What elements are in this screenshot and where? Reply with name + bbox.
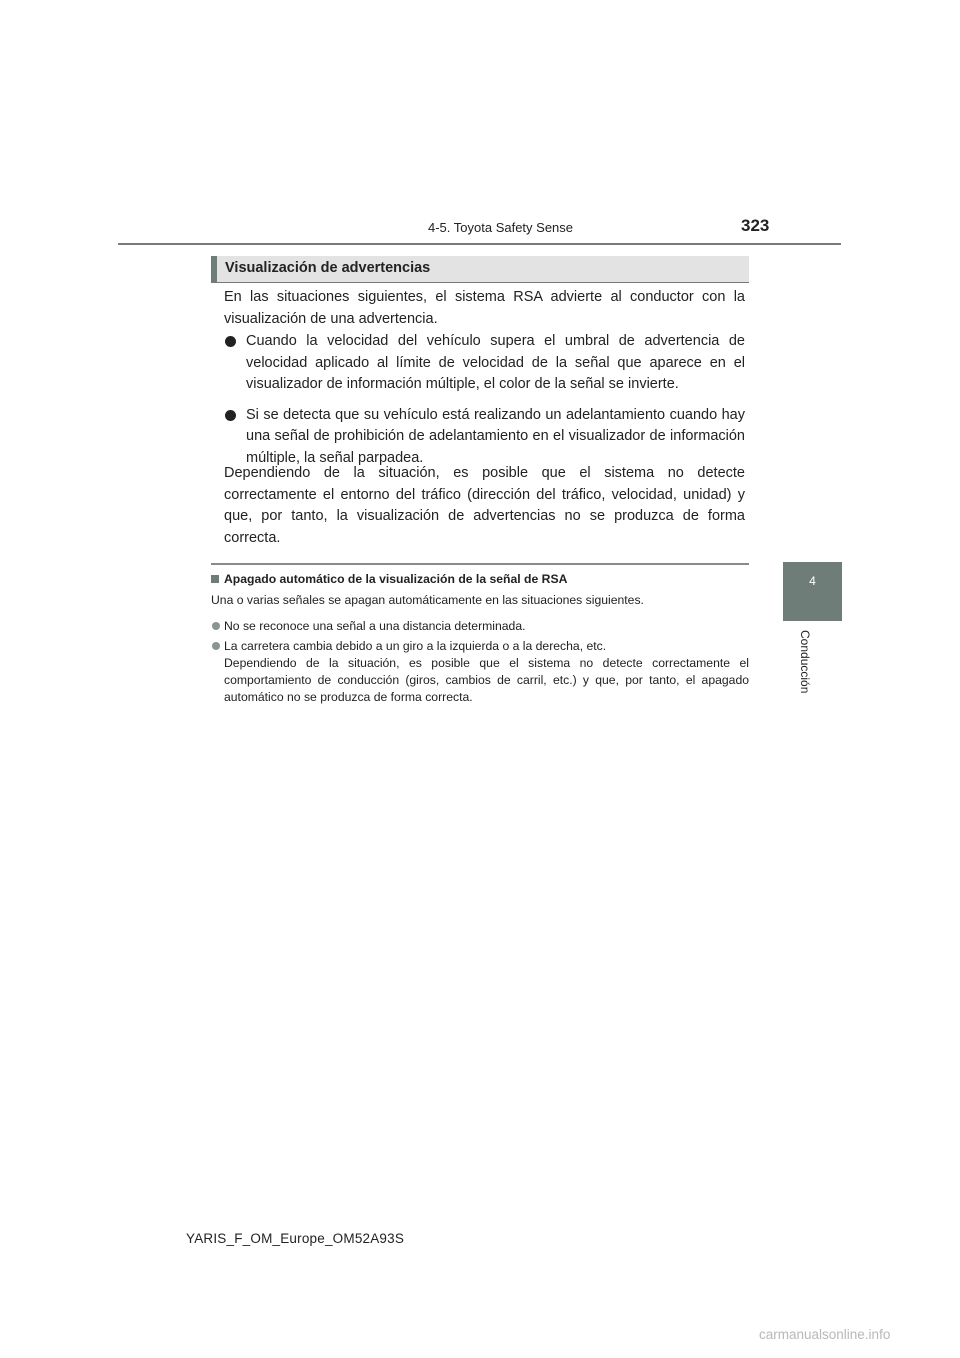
section-header: 4-5. Toyota Safety Sense [428,220,574,235]
chapter-number: 4 [809,574,816,588]
list-item-text: Si se detecta que su vehículo está realizando un adelantamiento cuando hay una señal de prohibición de adelantamiento en el visualizador de información múltiple, la señal parpadea. [246,406,745,466]
warning-bullet-list [224,331,745,478]
section-divider [211,563,749,565]
title-marker [211,256,217,282]
list-item-text: No se reconoce una señal a una distancia determinada. [224,619,526,633]
bullet-dot-icon [225,410,236,421]
square-bullet-icon [211,575,219,583]
list-item-text: La carretera cambia debido a un giro a la izquierda o a la derecha, etc. [224,639,607,653]
chapter-tab [783,562,842,621]
note-intro: Una o varias señales se apagan automáticamente en las situaciones siguientes. [211,593,644,607]
list-item [211,638,749,706]
list-item-text: Cuando la velocidad del vehículo supera el umbral de advertencia de velocidad aplicado al límite de velocidad de la señal que aparece en el visualizador de información múltiple, el color de la señal se invierte. [246,333,745,392]
watermark: carmanualsonline.info [759,1327,891,1342]
header-divider [118,243,841,245]
note-heading-text: Apagado automático de la visualización de la señal de RSA [224,572,568,586]
list-item [211,618,749,635]
section-title-bar [211,256,749,283]
bullet-dot-icon [225,336,236,347]
list-item [224,405,745,470]
list-item [224,331,745,396]
section-title: Visualización de advertencias [225,260,431,276]
note-heading [211,571,762,588]
page-number: 323 [741,216,770,235]
list-item-continuation: Dependiendo de la situación, es posible que el sistema no detecte correctamente el comportamiento de conducción (giros, cambios de carril, etc.) y que, por tanto, el apagado automático no se produzca de forma correcta. [224,656,749,704]
bullet-dot-icon [212,642,220,650]
closing-paragraph: Dependiendo de la situación, es posible que el sistema no detecte correctamente el entorno del tráfico (dirección del tráfico, velocidad, unidad) y que, por tanto, la visualización de advertencias no se produzca de forma correcta. [224,465,745,546]
chapter-label: Conducción [798,630,812,694]
bullet-dot-icon [212,622,220,630]
document-code: YARIS_F_OM_Europe_OM52A93S [186,1231,405,1246]
intro-paragraph: En las situaciones siguientes, el sistema RSA advierte al conductor con la visualización de una advertencia. [224,289,745,327]
